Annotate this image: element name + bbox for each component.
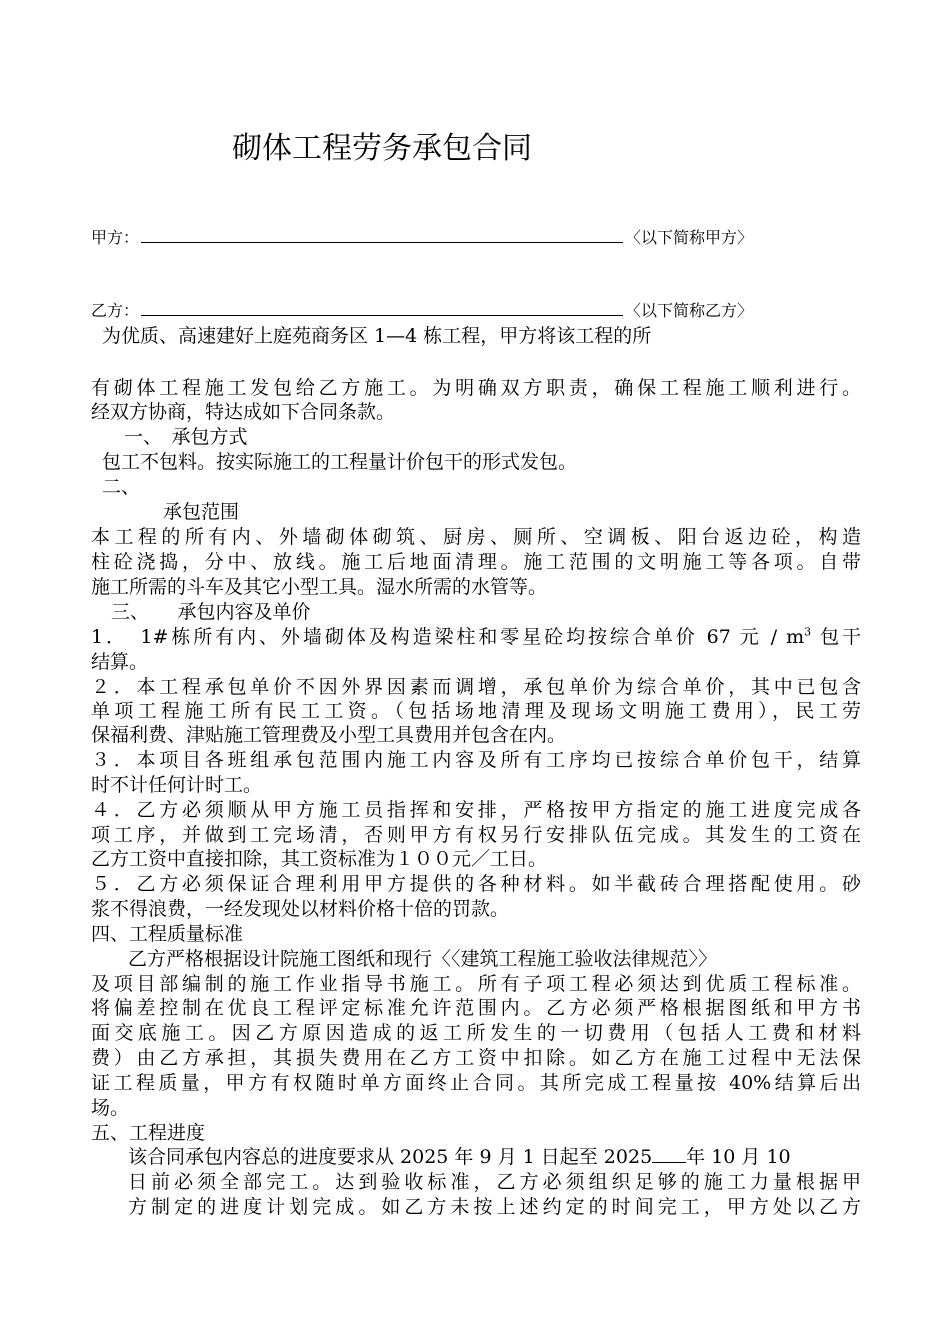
section-3-text: 单项工程施工所有民工工资。（包括场地清理及现场文明施工费用），民工劳: [91, 700, 861, 722]
section-5-heading: 五、工程进度: [91, 1122, 206, 1144]
party-a-line: [91, 227, 753, 249]
section-2-text: 柱砼浇捣，分中、放线。施工后地面清理。施工范围的文明施工等各项。自带: [91, 551, 861, 573]
party-b-label: 乙方：: [91, 301, 140, 320]
cubic-superscript: 3: [804, 625, 812, 639]
section-2-text: 本工程的所有内、外墙砌体砌筑、厨房、厕所、空调板、阳台返边砼，构造: [91, 526, 861, 548]
item-1-text: 1． 1#栋所有内、外墙砌体及构造梁柱和零星砼均按综合单价 67 元 / m: [91, 626, 805, 648]
section-4-text: 乙方严格根据设计院施工图纸和现行〈〈建筑工程施工验收法律规范〉〉: [128, 948, 718, 970]
section-3-text: 结算。: [91, 651, 149, 673]
section-4-text: 证工程质量，甲方有权随时单方面终止合同。其所完成工程量按 40%结算后出: [91, 1072, 861, 1094]
section-4-text: 将偏差控制在优良工程评定标准允许范围内。乙方必须严格根据图纸和甲方书: [91, 997, 861, 1019]
section-4-text: 场。: [91, 1097, 130, 1119]
section-3-text: 保福利费、津贴施工管理费及小型工具费用并包含在内。: [91, 724, 567, 746]
section-3-text: ２．本工程承包单价不因外界因素而调增，承包单价为综合单价，其中已包含: [91, 676, 861, 698]
section-2-text: 施工所需的斗车及其它小型工具。湿水所需的水管等。: [91, 576, 548, 598]
party-b-line: [91, 300, 753, 322]
section-3-text: 项工序，并做到工完场清，否则甲方有权另行安排队伍完成。其发生的工资在: [91, 824, 861, 846]
party-a-blank: [141, 228, 623, 243]
party-b-blank: [141, 301, 623, 316]
intro-line: 经双方协商，特达成如下合同条款。: [91, 401, 396, 423]
section-3-heading: 三、 承包内容及单价: [111, 601, 311, 623]
section-3-text: 时不计任何计时工。: [91, 774, 263, 796]
section-3-text: 乙方工资中直接扣除，其工资标准为１００元／工日。: [91, 848, 548, 870]
schedule-start-text: 该合同承包内容总的进度要求从 2025 年 9 月 1 日起至 2025: [128, 1146, 653, 1168]
schedule-end-text: 年 10 月 10: [686, 1146, 791, 1168]
section-3-item-1: [91, 625, 861, 649]
page-title: 砌体工程劳务承包合同: [232, 131, 532, 166]
party-a-label: 甲方：: [91, 228, 140, 247]
section-3-text: ３．本项目各班组承包范围内施工内容及所有工序均已按综合单价包干，结算: [91, 749, 861, 771]
section-4-text: 及项目部编制的施工作业指导书施工。所有子项工程必须达到优质工程标准。: [91, 973, 861, 995]
section-4-text: 费）由乙方承担，其损失费用在乙方工资中扣除。如乙方在施工过程中无法保: [91, 1047, 861, 1069]
item-1-suffix: 包干: [811, 626, 861, 648]
section-1-heading: 一、 承包方式: [124, 426, 248, 448]
section-5-text: [128, 1145, 791, 1169]
intro-line: 有砌体工程施工发包给乙方施工。为明确双方职责，确保工程施工顺利进行。: [91, 377, 861, 399]
section-1-text: 包工不包料。按实际施工的工程量计价包干的形式发包。: [102, 451, 578, 473]
year-blank: [652, 1146, 686, 1163]
section-4-heading: 四、工程质量标准: [91, 923, 244, 945]
section-5-text: 方制定的进度计划完成。如乙方未按上述约定的时间完工，甲方处以乙方: [128, 1196, 861, 1218]
section-4-text: 面交底施工。因乙方原因造成的返工所发生的一切费用（包括人工费和材料: [91, 1022, 861, 1044]
section-2-heading: 承包范围: [163, 501, 240, 523]
party-b-suffix: 〈以下简称乙方〉: [625, 301, 754, 320]
section-3-text: 浆不得浪费，一经发现处以材料价格十倍的罚款。: [91, 898, 510, 920]
section-3-text: ５．乙方必须保证合理利用甲方提供的各种材料。如半截砖合理搭配使用。砂: [91, 873, 861, 895]
section-2-number: 二、: [102, 476, 141, 498]
section-5-text: 日前必须全部完工。达到验收标准，乙方必须组织足够的施工力量根据甲: [128, 1171, 861, 1193]
party-a-suffix: 〈以下简称甲方〉: [625, 228, 754, 247]
section-3-text: ４．乙方必须顺从甲方施工员指挥和安排，严格按甲方指定的施工进度完成各: [91, 799, 861, 821]
intro-line: 为优质、高速建好上庭苑商务区 1—4 栋工程，甲方将该工程的所: [102, 325, 652, 347]
